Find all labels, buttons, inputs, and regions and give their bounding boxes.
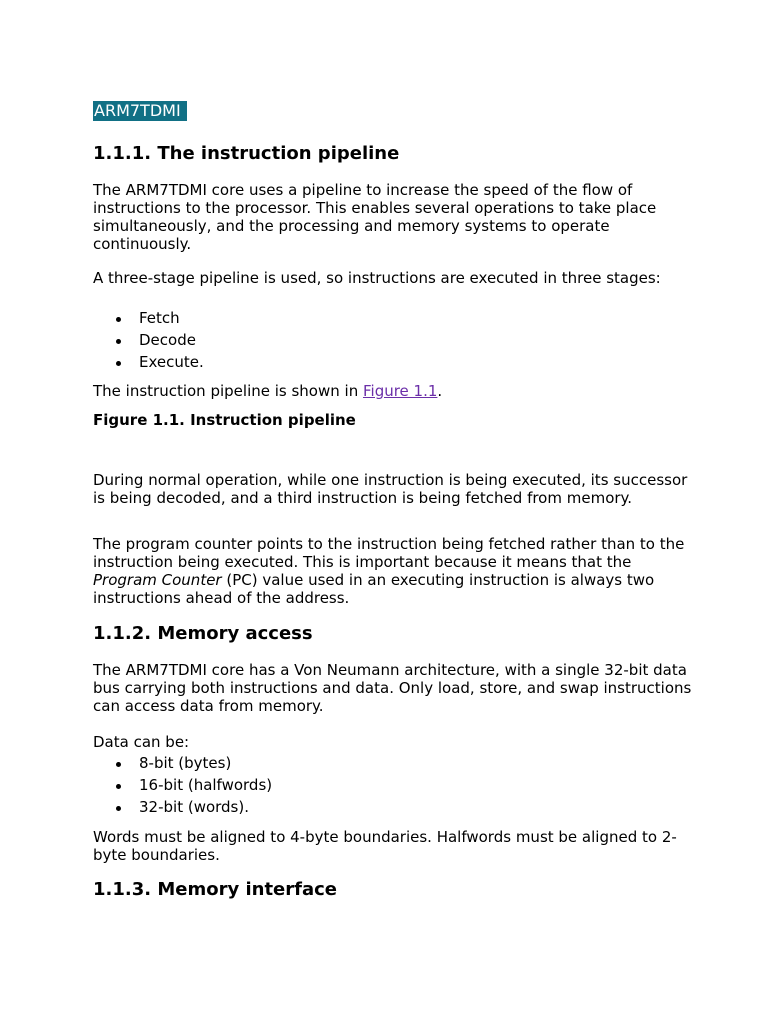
list-item: Decode — [93, 331, 204, 353]
list-item: 32-bit (words). — [93, 798, 272, 820]
section-heading-memory-interface: 1.1.3. Memory interface — [93, 879, 338, 900]
section-heading-pipeline: 1.1.1. The instruction pipeline — [93, 143, 400, 164]
figure-link[interactable]: Figure 1.1 — [362, 382, 438, 400]
pc-text-b: (PC) value used in an executing instruction is always two instructions ahead of the address. — [93, 571, 655, 607]
paragraph-normal-operation: During normal operation, while one instruction is being executed, its successor is being decoded, and a third instruction is being fetched from memory. — [93, 471, 688, 507]
paragraph-program-counter — [93, 535, 693, 607]
figure-ref-prefix: The instruction pipeline is shown in — [93, 382, 363, 400]
document-tag: ARM7TDMI — [93, 101, 187, 121]
list-item: Fetch — [93, 309, 204, 331]
pc-emphasis: Program Counter — [93, 571, 222, 589]
paragraph-data-can-be: Data can be: — [93, 733, 190, 751]
pc-text-a: The program counter points to the instruction being fetched rather than to the instruction being executed. This is important because it means that the — [93, 535, 685, 571]
list-item: 8-bit (bytes) — [93, 754, 272, 776]
paragraph-pipeline-intro: The ARM7TDMI core uses a pipeline to increase the speed of the flow of instructions to the processor. This enables several operations to take place simultaneously, and the processing and memory systems to operate continuously. — [93, 181, 657, 253]
data-sizes-list — [93, 754, 272, 820]
paragraph-alignment: Words must be aligned to 4-byte boundaries. Halfwords must be aligned to 2-byte boundaries. — [93, 828, 677, 864]
paragraph-von-neumann: The ARM7TDMI core has a Von Neumann architecture, with a single 32-bit data bus carrying both instructions and data. Only load, store, and swap instructions can access data from memory. — [93, 661, 692, 715]
list-item: 16-bit (halfwords) — [93, 776, 272, 798]
section-heading-memory-access: 1.1.2. Memory access — [93, 623, 313, 644]
stages-list — [93, 309, 204, 375]
list-item: Execute. — [93, 353, 204, 375]
paragraph-three-stage: A three-stage pipeline is used, so instructions are executed in three stages: — [93, 269, 661, 287]
paragraph-figure-ref — [93, 382, 693, 400]
figure-caption: Figure 1.1. Instruction pipeline — [93, 411, 356, 429]
figure-ref-suffix: . — [437, 382, 443, 400]
